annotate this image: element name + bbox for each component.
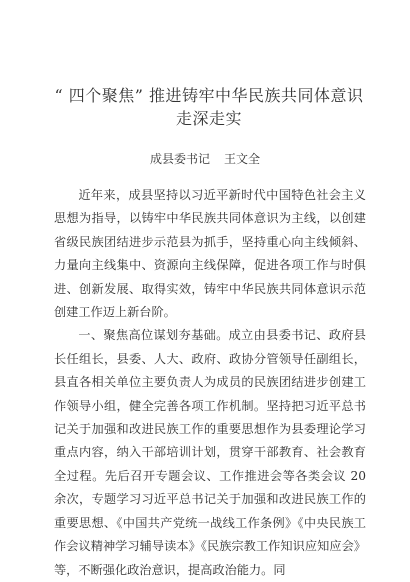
body-paragraph-section-1: 一、聚焦高位谋划夯基础。成立由县委书记、政府县长任组长，县委、人大、政府、政协分管领导任副组长，县直各相关单位主要负责人为成员的民族团结进步创建工作领导小组，健全完善各项工作机制。坚持把习近平总书记关于加强和改进民族工作的重要思想作为县委理论学习重点内容，纳入干部培训计划，贯穿干部教育、社会教育全过程。先后召开专题会议、工作推进会等各类会议 20 余次，专题学习习近平总书记关于加强和改进民族工作的重要思想、《中国共产党统一战线工作条例》《中央民族工作会议精神学习辅导读本》《民族宗教工作知识应知应会》等，不断强化政治意识，提高政治能力。同 [54, 328, 366, 577]
body-paragraph-intro: 近年来，成县坚持以习近平新时代中国特色社会主义思想为指导，以铸牢中华民族共同体意识为主线，以创建省级民族团结进步示范县为抓手，坚持重心向主线倾斜、力量向主线集中、资源向主线保障，促进各项工作与时俱进、创新发展、取得实效，铸牢中华民族共同体意识示范创建工作迈上新台阶。 [54, 188, 366, 320]
author-name: 王文全 [224, 152, 261, 166]
document-body [54, 184, 366, 582]
document-title-line-2: 走深走实 [175, 109, 242, 128]
author-role: 成县委书记 [149, 152, 210, 166]
author-byline [0, 150, 410, 168]
document-title-line-1: “ 四个聚焦” 推进铸牢中华民族共同体意识 [54, 86, 364, 105]
